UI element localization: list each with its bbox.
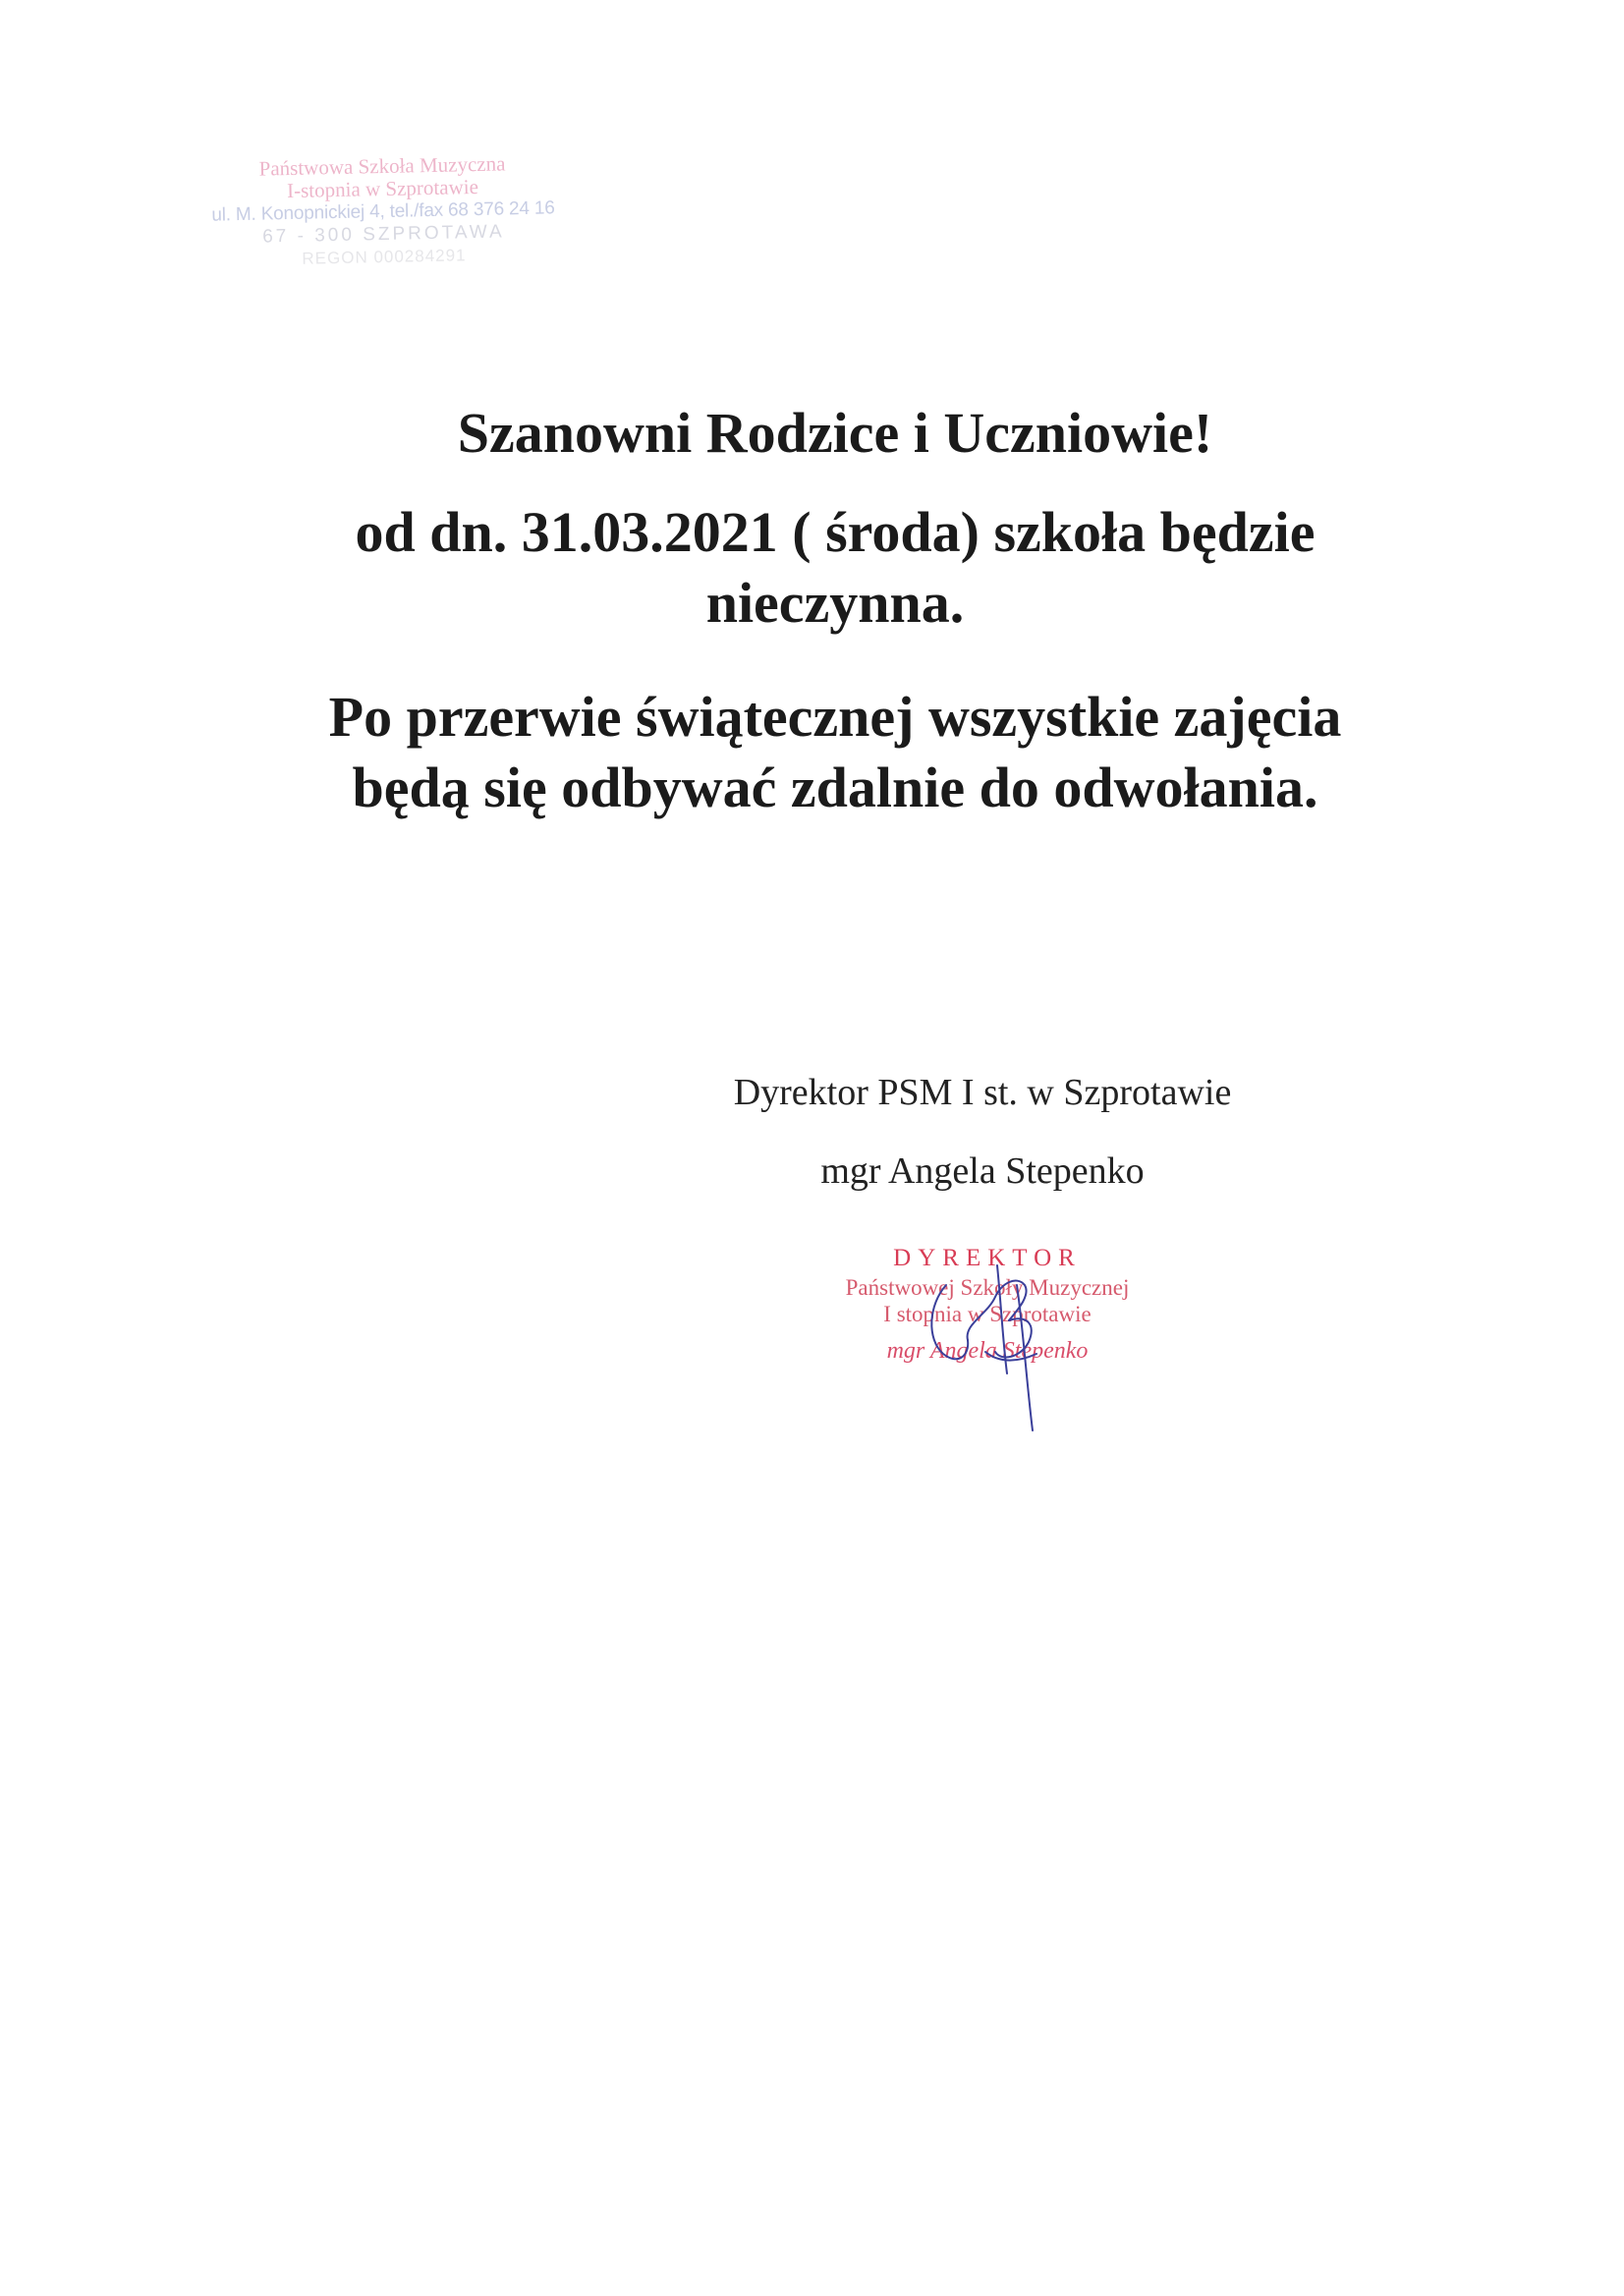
director-stamp-name: mgr Angela Stepenko <box>886 1338 1089 1364</box>
stamp-line-city: 67 - 300 SZPROTAWA <box>262 221 505 248</box>
handwritten-signature <box>899 1246 1095 1442</box>
stamp-line-degree: I-stopnia w Szprotawie <box>286 174 479 203</box>
stamp-line-regon: REGON 000284291 <box>302 246 467 268</box>
director-stamp-title: DYREKTOR <box>893 1245 1082 1271</box>
signature-role: Dyrektor PSM I st. w Szprotawie <box>733 1072 1232 1113</box>
notice-greeting: Szanowni Rodzice i Uczniowie! <box>457 401 1213 465</box>
notice-closure <box>196 497 1474 639</box>
stamp-line-address: ul. M. Konopnickiej 4, tel./fax 68 376 24 16 <box>211 197 555 226</box>
director-stamp-line1: Państwowej Szkoły Muzycznej <box>845 1275 1130 1300</box>
notice-remote-line2: będą się odbywać zdalnie do odwołania. <box>352 756 1318 819</box>
director-stamp-line2: I stopnia w Szprotawie <box>883 1302 1092 1326</box>
notice-remote-line1: Po przerwie świątecznej wszystkie zajęcia <box>328 685 1342 749</box>
stamp-line-school-name: Państwowa Szkoła Muzyczna <box>258 151 506 181</box>
school-stamp <box>186 151 581 272</box>
notice-closure-line2: nieczynna. <box>705 571 965 635</box>
notice-closure-line1: od dn. 31.03.2021 ( środa) szkoła będzie <box>355 500 1316 564</box>
notice-remote-learning <box>196 682 1474 823</box>
signature-name: mgr Angela Stepenko <box>820 1150 1145 1192</box>
